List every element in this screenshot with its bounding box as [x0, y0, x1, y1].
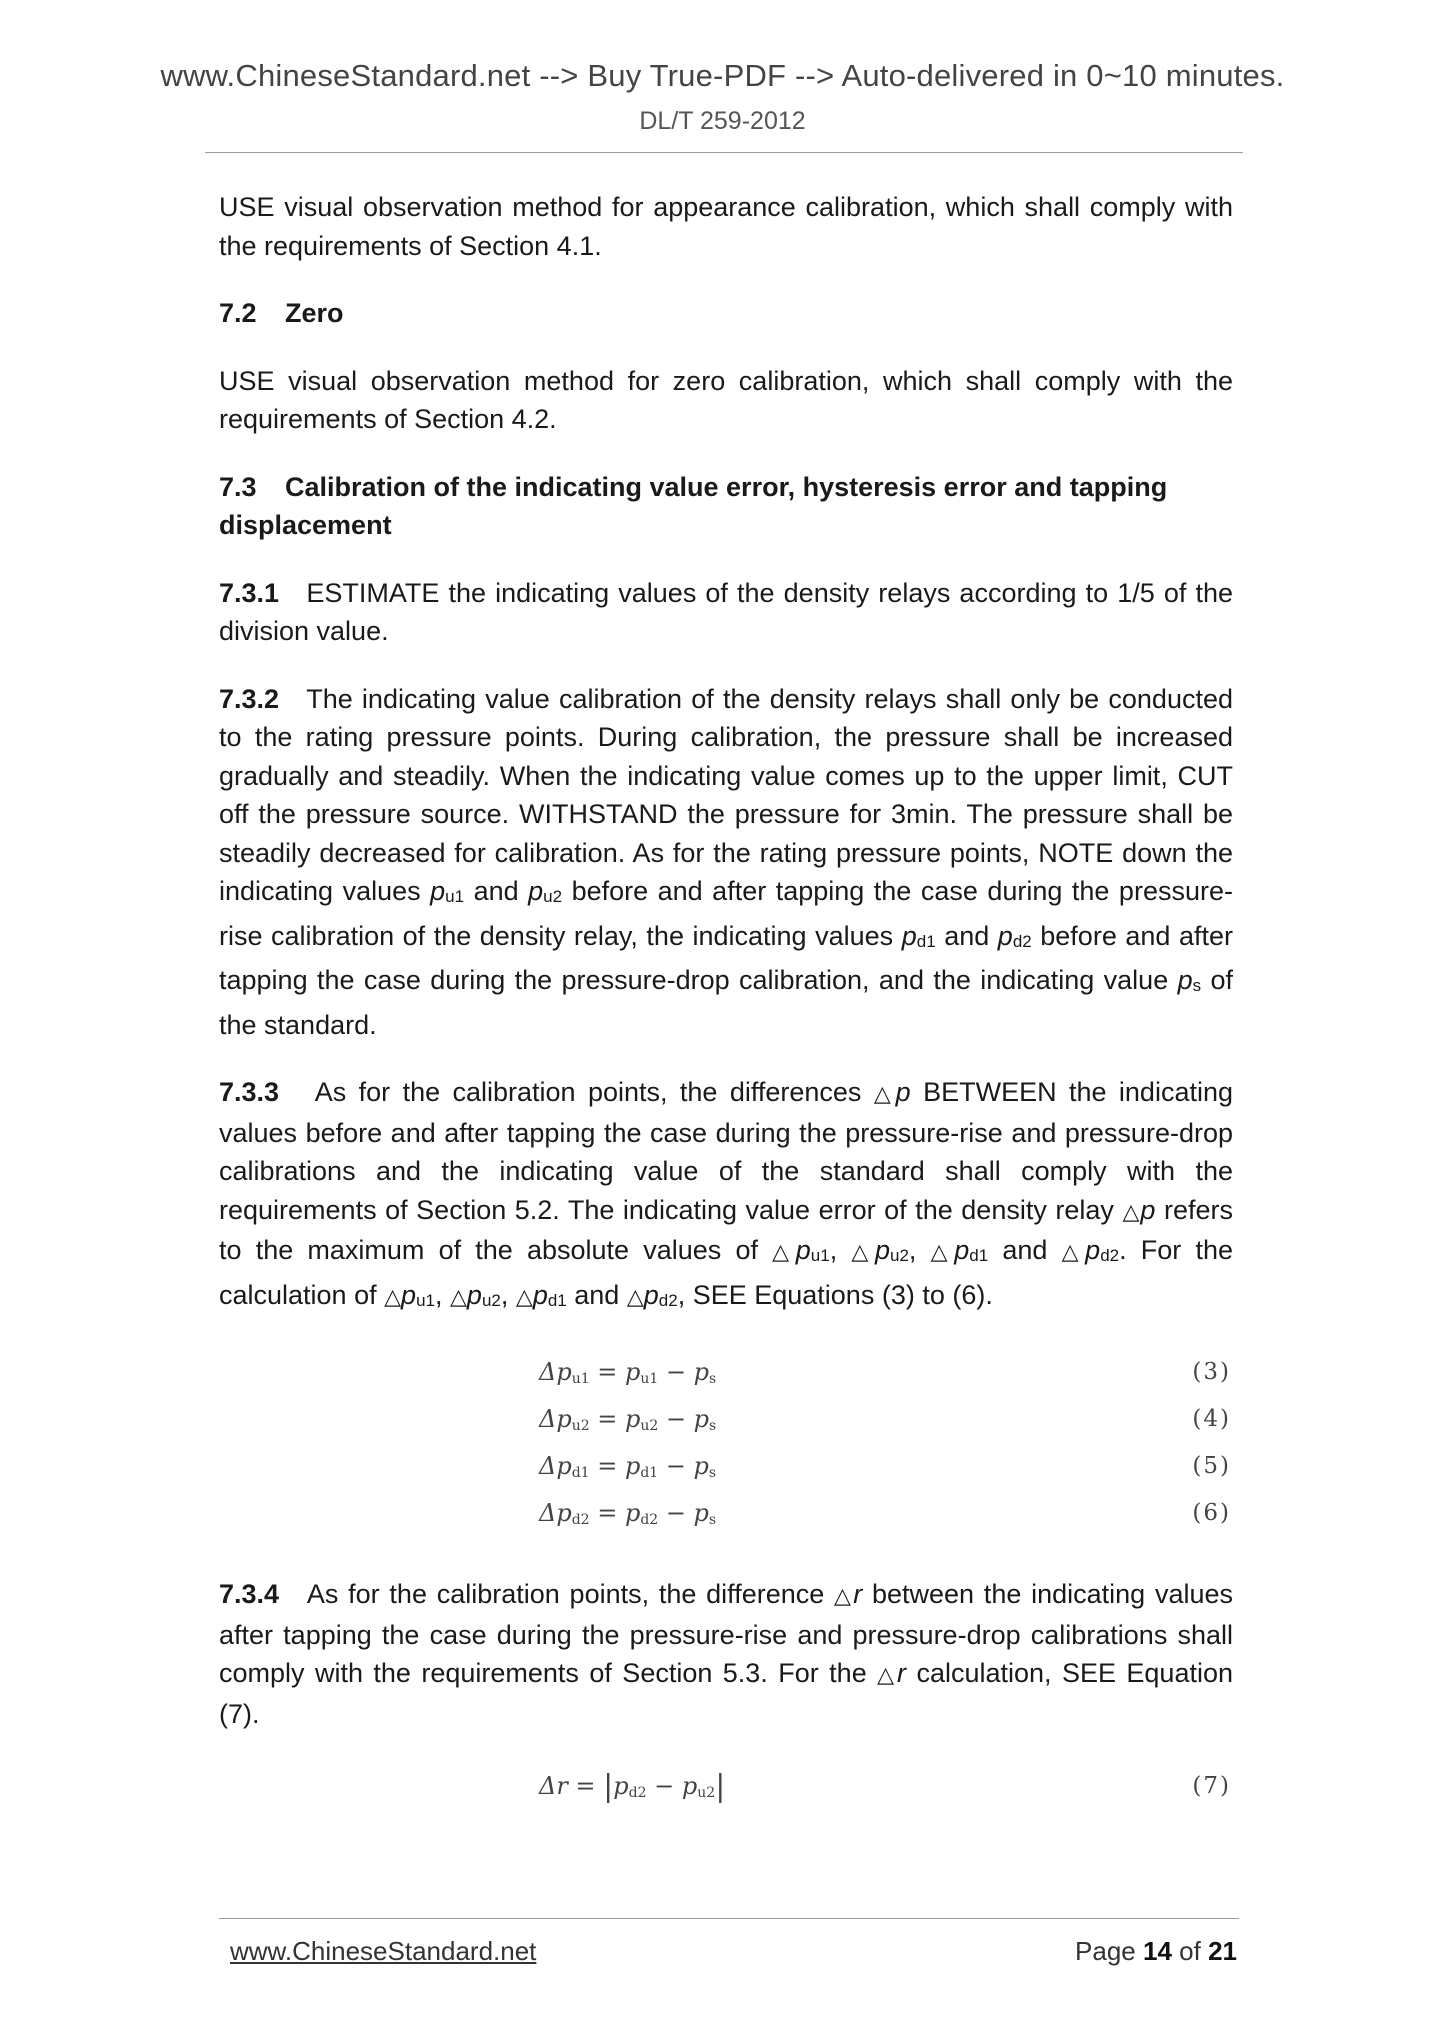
equation-5-label: (5) [1192, 1453, 1231, 1479]
footer-site-link[interactable]: www.ChineseStandard.net [230, 1936, 537, 1966]
equation-3 [219, 1349, 1233, 1396]
equation-7-block [219, 1763, 1233, 1810]
equation-3-label: (3) [1192, 1359, 1231, 1385]
section-7-3-2: 7.3.2 The indicating value calibration of the density relays shall only be conducted to the rating pressure points. During calibration, the pressure shall be increased gradually and steadily. When the indicating value comes up to the upper limit, CUT off the pressure source. WITHSTAND the pressure for 3min. The pressure shall be steadily decreased for calibration. As for the rating pressure points, NOTE down the indicating values pu1 and pu2 before and after tapping the case during the pressure-rise calibration of the density relay, the indicating values pd1 and pd2 before and after tapping the case during the pressure-drop calibration, and the indicating value ps of the standard. [219, 683, 1233, 1040]
equation-4 [219, 1396, 1233, 1443]
equation-6 [219, 1490, 1233, 1537]
section-7-3-heading: 7.3 Calibration of the indicating value error, hysteresis error and tapping displacement [219, 471, 1168, 540]
standard-number: DL/T 259-2012 [639, 107, 806, 135]
equation-7-label: (7) [1192, 1773, 1231, 1799]
equation-7 [219, 1763, 1233, 1810]
equation-6-formula: Δpd2 = pd2 − ps [539, 1499, 717, 1528]
equation-5 [219, 1443, 1233, 1490]
footer-divider [219, 1918, 1239, 1919]
section-7-3-4: 7.3.4 As for the calibration points, the difference △r between the indicating values after tapping the case during the pressure-rise and pressure-drop calibrations shall comply with the requirements of Section 5.3. For the △r calculation, SEE Equation (7). [219, 1579, 1233, 1729]
equations-3-to-6 [219, 1349, 1233, 1537]
page-content [219, 188, 1233, 1848]
site-banner: www.ChineseStandard.net --> Buy True-PDF --> Auto-delivered in 0~10 minutes. [160, 58, 1285, 93]
page-indicator: Page 14 of 21 [1075, 1936, 1237, 1966]
equation-4-label: (4) [1192, 1406, 1231, 1432]
equation-4-formula: Δpu2 = pu2 − ps [539, 1405, 717, 1434]
equation-6-label: (6) [1192, 1500, 1231, 1526]
equation-3-formula: Δpu1 = pu1 − ps [539, 1358, 717, 1387]
intro-paragraph: USE visual observation method for appearance calibration, which shall comply with the requirements of Section 4.1. [219, 192, 1233, 261]
header-divider [205, 152, 1243, 153]
equation-5-formula: Δpd1 = pd1 − ps [539, 1452, 717, 1481]
section-7-3-1: 7.3.1 ESTIMATE the indicating values of the density relays according to 1/5 of the division value. [219, 577, 1233, 646]
section-7-2-heading: 7.2 Zero [219, 298, 344, 328]
section-7-2-text: USE visual observation method for zero calibration, which shall comply with the requirements of Section 4.2. [219, 365, 1233, 434]
section-7-3-3: 7.3.3 As for the calibration points, the differences △p BETWEEN the indicating values before and after tapping the case during the pressure-rise and pressure-drop calibrations and the indicating value of the standard shall comply with the requirements of Section 5.2. The indicating value error of the density relay △p refers to the maximum of the absolute values of △pu1, △pu2, △pd1 and △pd2. For the calculation of △pu1, △pu2, △pd1 and △pd2, SEE Equations (3) to (6). [219, 1077, 1233, 1310]
equation-7-formula: Δr = |pd2 − pu2| [539, 1769, 726, 1804]
